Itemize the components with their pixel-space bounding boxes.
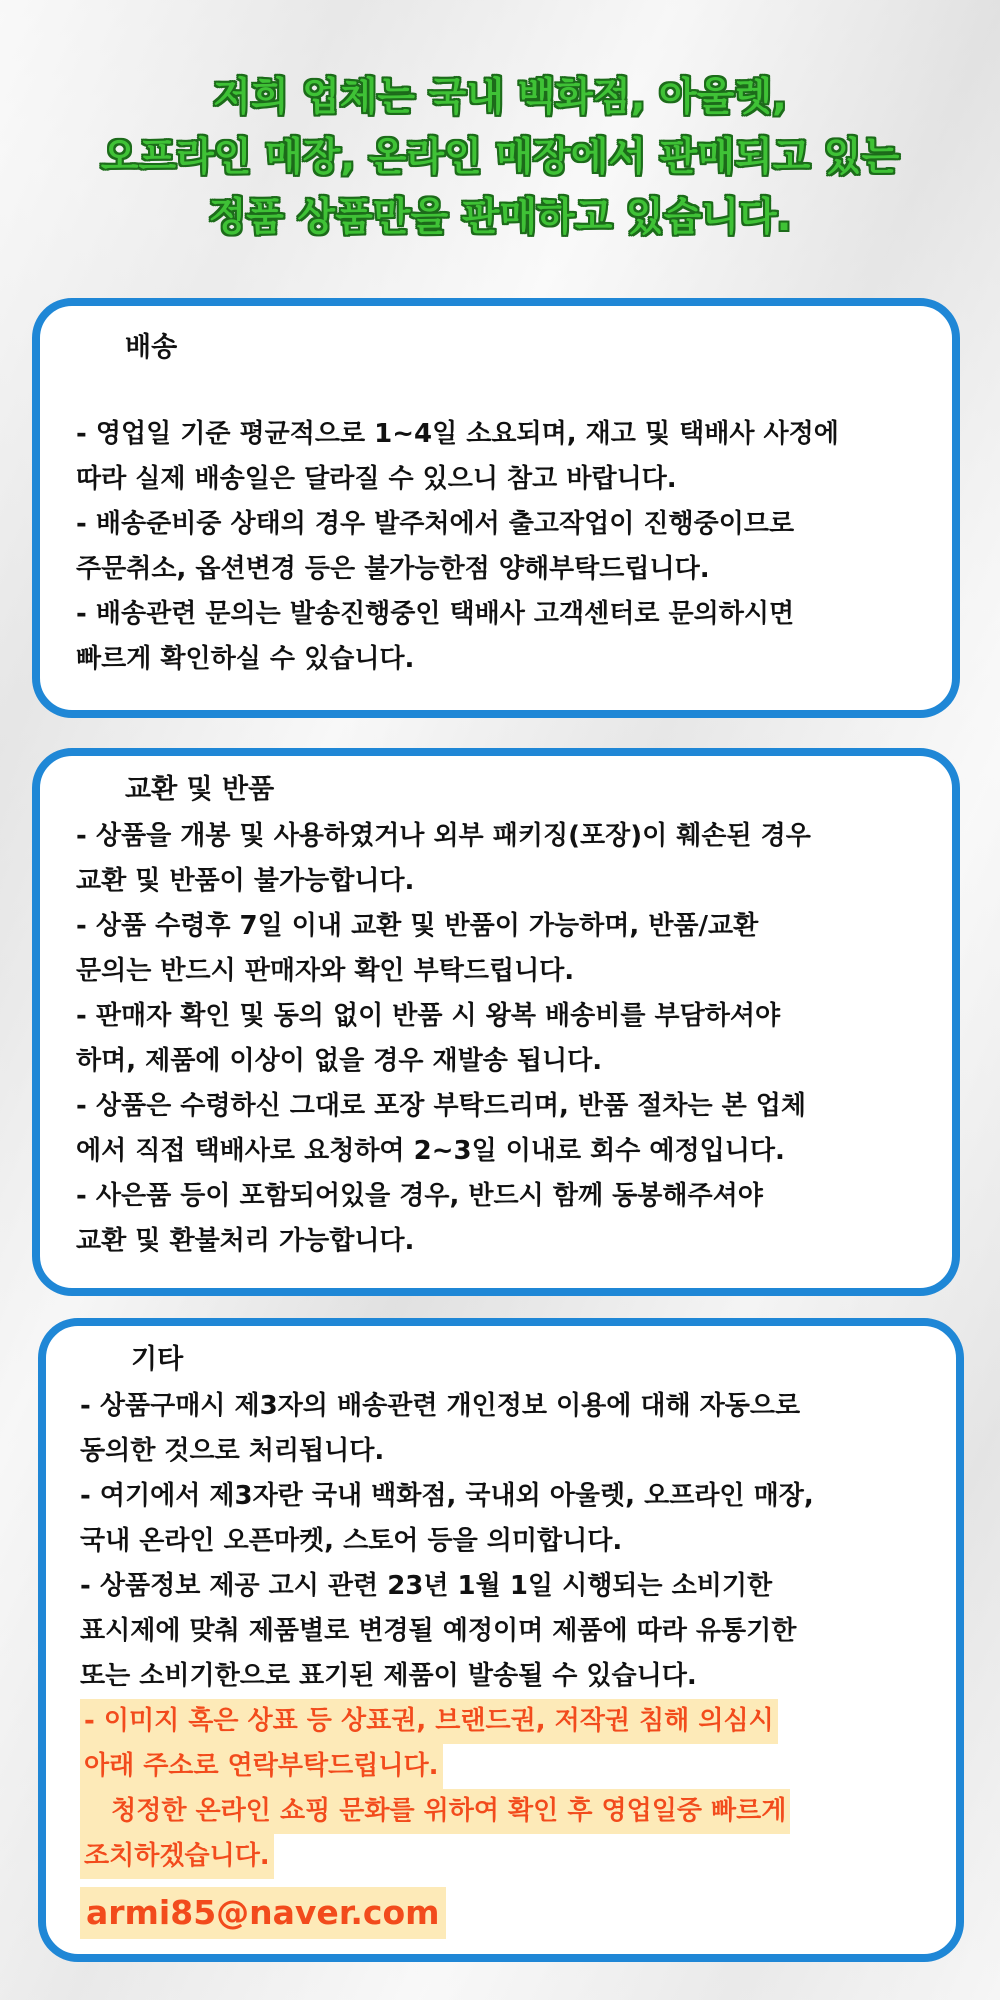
shipping-line: - 영업일 기준 평균적으로 1~4일 소요되며, 재고 및 택배사 사정에 — [76, 419, 839, 449]
other-card — [38, 1318, 964, 1962]
headline-line-3: 정품 상품만을 판매하고 있습니다. — [208, 195, 792, 240]
other-line: - 상품정보 제공 고시 관련 23년 1월 1일 시행되는 소비기한 — [80, 1571, 773, 1601]
other-line: 동의한 것으로 처리됩니다. — [80, 1436, 385, 1466]
other-line: - 여기에서 제3자란 국내 백화점, 국내외 아울렛, 오프라인 매장, — [80, 1481, 814, 1511]
shipping-line: 주문취소, 옵션변경 등은 불가능한점 양해부탁드립니다. — [76, 554, 710, 584]
highlight-text: 아래 주소로 연락부탁드립니다. — [80, 1744, 443, 1789]
headline-line-2: 오프라인 매장, 온라인 매장에서 판매되고 있는 — [100, 135, 900, 180]
exchange-line: 하며, 제품에 이상이 없을 경우 재발송 됩니다. — [76, 1046, 603, 1076]
exchange-line: 교환 및 반품이 불가능합니다. — [76, 866, 415, 896]
exchange-line: - 사은품 등이 포함되어있을 경우, 반드시 함께 동봉해주셔야 — [76, 1181, 763, 1211]
infringement-notice-line — [80, 1699, 814, 1744]
exchange-body — [76, 814, 811, 1264]
other-line: - 상품구매시 제3자의 배송관련 개인정보 이용에 대해 자동으로 — [80, 1391, 801, 1421]
contact-email: armi85@naver.com — [80, 1887, 446, 1939]
other-title: 기타 — [131, 1344, 184, 1375]
other-line: 표시제에 맞춰 제품별로 변경될 예정이며 제품에 따라 유통기한 — [80, 1616, 797, 1646]
shipping-body — [76, 412, 839, 682]
highlight-text: 청정한 온라인 쇼핑 문화를 위하여 확인 후 영업일중 빠르게 — [80, 1789, 790, 1834]
shipping-line: - 배송관련 문의는 발송진행중인 택배사 고객센터로 문의하시면 — [76, 599, 795, 629]
exchange-line: - 판매자 확인 및 동의 없이 반품 시 왕복 배송비를 부담하셔야 — [76, 1001, 781, 1031]
exchange-line: - 상품 수령후 7일 이내 교환 및 반품이 가능하며, 반품/교환 — [76, 911, 759, 941]
other-line: 또는 소비기한으로 표기된 제품이 발송될 수 있습니다. — [80, 1661, 697, 1691]
shipping-line: 빠르게 확인하실 수 있습니다. — [76, 644, 415, 674]
other-line: 국내 온라인 오픈마켓, 스토어 등을 의미합니다. — [80, 1526, 623, 1556]
infringement-notice-line — [80, 1744, 814, 1789]
headline — [0, 68, 1000, 248]
exchange-line: 에서 직접 택배사로 요청하여 2~3일 이내로 회수 예정입니다. — [76, 1136, 785, 1166]
exchange-line: - 상품을 개봉 및 사용하였거나 외부 패키징(포장)이 훼손된 경우 — [76, 821, 811, 851]
highlight-text: 조치하겠습니다. — [80, 1834, 274, 1879]
exchange-title: 교환 및 반품 — [125, 774, 275, 805]
contact-email-row — [80, 1879, 814, 1939]
exchange-line: - 상품은 수령하신 그대로 포장 부탁드리며, 반품 절차는 본 업체 — [76, 1091, 807, 1121]
shipping-card — [32, 298, 960, 718]
shipping-line: 따라 실제 배송일은 달라질 수 있으니 참고 바랍니다. — [76, 464, 677, 494]
other-body — [80, 1384, 814, 1939]
shipping-title: 배송 — [125, 332, 178, 363]
infringement-notice-line — [80, 1789, 814, 1834]
exchange-line: 문의는 반드시 판매자와 확인 부탁드립니다. — [76, 956, 575, 986]
shipping-line: - 배송준비중 상태의 경우 발주처에서 출고작업이 진행중이므로 — [76, 509, 795, 539]
exchange-return-card — [32, 748, 960, 1296]
exchange-line: 교환 및 환불처리 가능합니다. — [76, 1226, 415, 1256]
highlight-text: - 이미지 혹은 상표 등 상표권, 브랜드권, 저작권 침해 의심시 — [80, 1699, 778, 1744]
infringement-notice-line — [80, 1834, 814, 1879]
headline-line-1: 저희 업체는 국내 백화점, 아울렛, — [213, 75, 787, 120]
